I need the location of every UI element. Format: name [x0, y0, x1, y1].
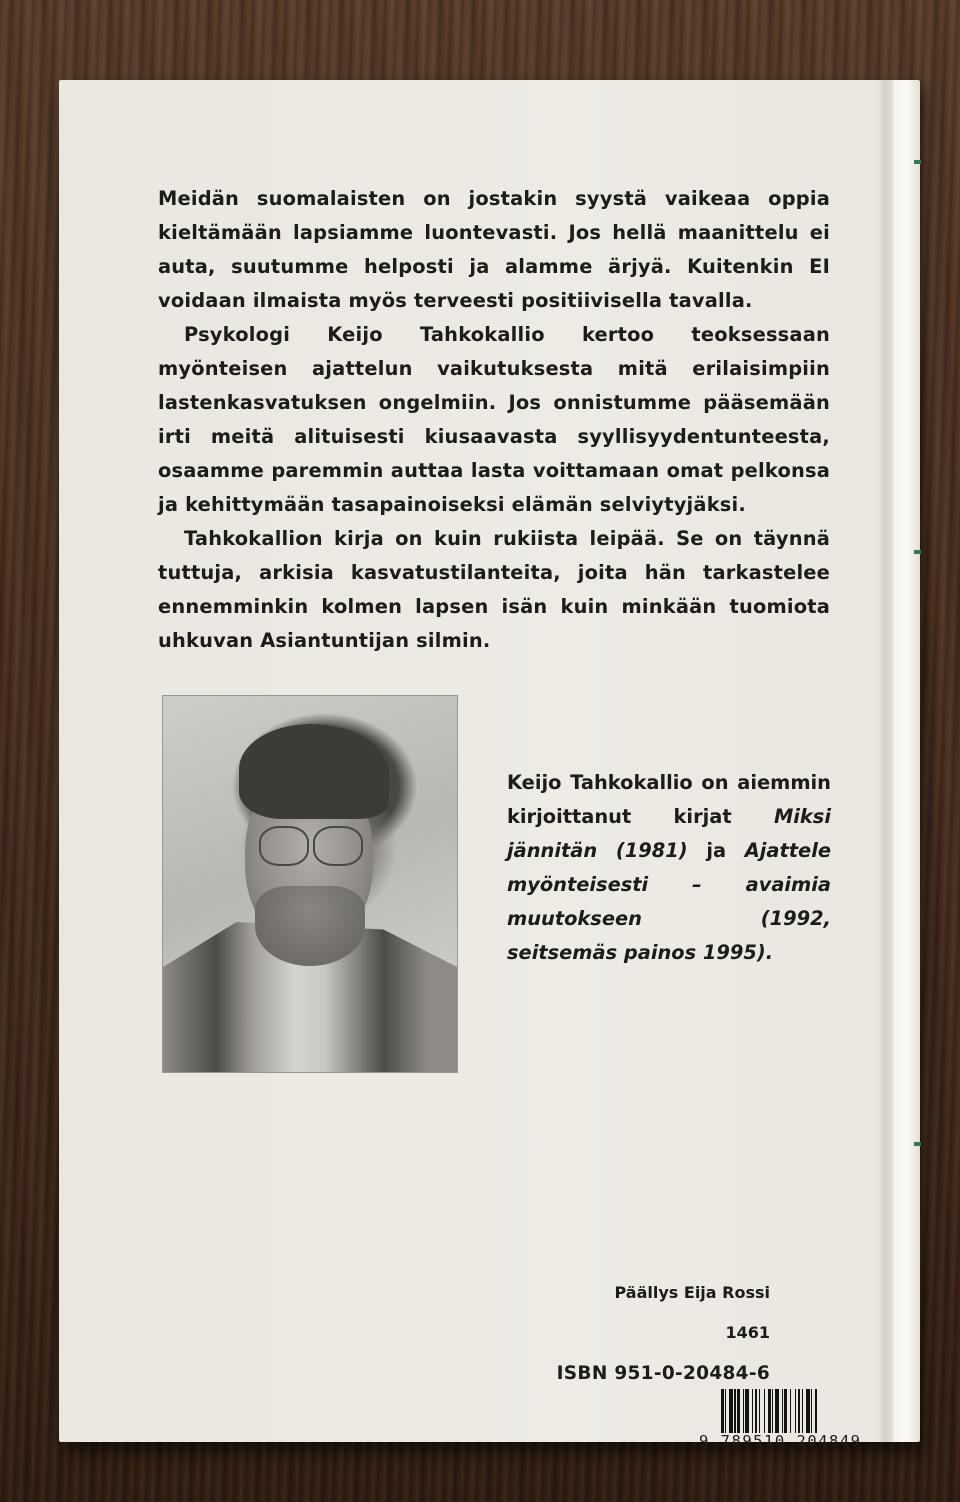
bio-book1-title: Miksi jännitän — [507, 805, 831, 862]
cover-design-credit: Päällys Eija Rossi — [614, 1283, 770, 1302]
glasses-icon — [313, 826, 363, 866]
barcode-digits: 9 789510 204849 — [699, 1432, 862, 1450]
spine-groove — [879, 80, 893, 1442]
bio-book2-title: Ajattele myönteisesti – avaimia muutokseen — [507, 839, 832, 930]
book-spine — [893, 80, 920, 1442]
spine-mark — [914, 1142, 921, 1146]
photo-hair — [239, 724, 389, 819]
spine-mark — [914, 160, 921, 164]
photo-beard — [255, 886, 365, 966]
spine-mark — [914, 550, 921, 554]
bio-intro: Keijo Tahkokallio on aiemmin kirjoittanut kirjat — [507, 771, 831, 828]
book-back-cover — [59, 80, 920, 1450]
blurb-paragraph-3: Tahkokallion kirja on kuin rukiista leipää. Se on täynnä tuttuja, arkisia kasvatustilanteita, joita hän tarkastelee ennemminkin kolmen lapsen isän kuin minkään tuomiota uhkuvan Asiantuntijan silmin. — [158, 527, 830, 652]
barcode — [721, 1389, 869, 1433]
bio-connector: ja — [706, 839, 745, 862]
catalog-number: 1461 — [725, 1323, 770, 1342]
blurb-paragraph-2: Psykologi Keijo Tahkokallio kertoo teoksessaan myönteisen ajattelun vaikutuksesta mitä erilaisimpiin lastenkasvatuksen ongelmiin. Jos onnistumme pääsemään irti meitä alituisesti kiusaavasta syyllisyydentunteesta, osaamme paremmin auttaa lasta voittamaan omat pelkonsa ja kehittymään tasapainoiseksi elämän selviytyjäksi. — [158, 323, 830, 516]
blurb — [158, 182, 830, 658]
bio-book1-year: (1981) — [597, 839, 707, 862]
isbn: ISBN 951-0-20484-6 — [556, 1363, 770, 1384]
blurb-paragraph-1: Meidän suomalaisten on jostakin syystä vaikeaa oppia kieltämään lapsiamme luontevasti. Jos hellä maanittelu ei auta, suutumme helposti ja alamme ärjyä. Kuitenkin EI voidaan ilmaista myös terveesti positiivisella tavalla. — [158, 187, 830, 312]
glasses-icon — [259, 826, 309, 866]
author-bio — [507, 766, 831, 970]
bio-book2-note: (1992, seitsemäs painos 1995). — [507, 907, 831, 964]
author-photo — [162, 695, 458, 1073]
